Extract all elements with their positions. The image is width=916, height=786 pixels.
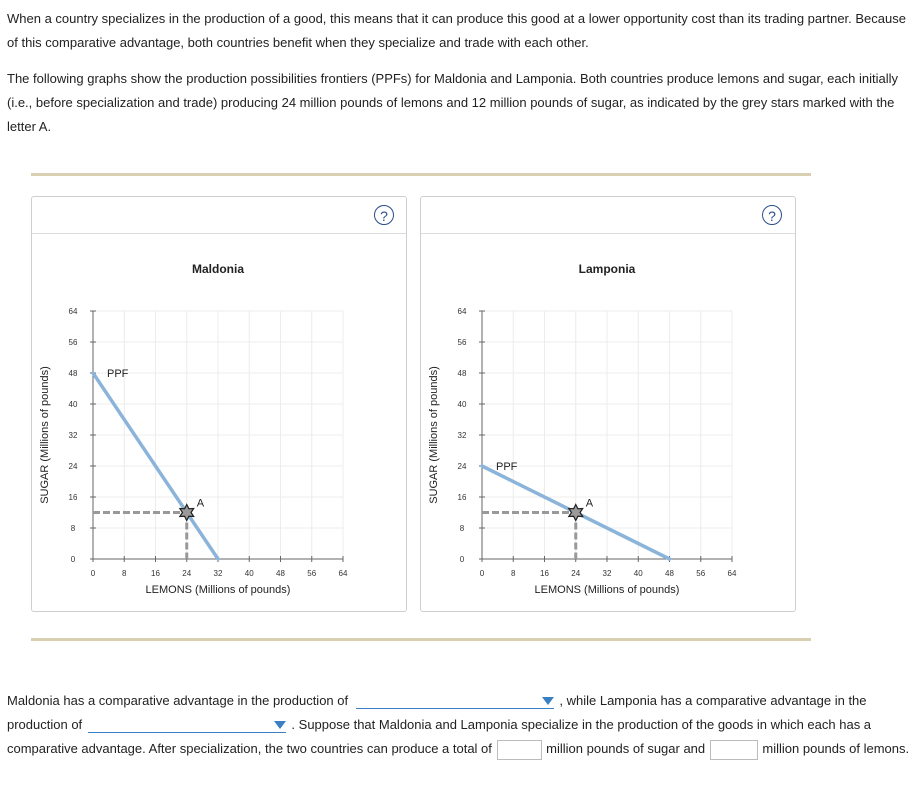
point-a-label: A <box>196 497 205 510</box>
x-tick-label: 32 <box>602 569 612 578</box>
y-tick-label: 0 <box>70 555 76 564</box>
y-tick-label: 40 <box>68 400 78 409</box>
divider-top <box>31 173 811 176</box>
y-axis-label: SUGAR (Millions of pounds) <box>428 366 440 504</box>
y-tick-label: 24 <box>457 462 467 471</box>
x-tick-label: 24 <box>182 569 192 578</box>
x-tick-label: 48 <box>665 569 674 578</box>
x-tick-label: 0 <box>90 569 96 578</box>
x-tick-label: 48 <box>276 569 285 578</box>
point-a-label: A <box>585 497 594 510</box>
x-axis-label: LEMONS (Millions of pounds) <box>145 584 291 596</box>
maldonia-chart <box>32 233 406 611</box>
question-text <box>7 689 912 761</box>
ppf-label: PPF <box>107 368 129 380</box>
lamponia-chart <box>421 233 795 611</box>
y-tick-label: 64 <box>68 307 78 316</box>
lemons-total-input[interactable] <box>710 740 758 760</box>
x-axis-label: LEMONS (Millions of pounds) <box>534 584 680 596</box>
x-tick-label: 64 <box>727 569 737 578</box>
y-tick-label: 48 <box>457 369 467 378</box>
x-tick-label: 16 <box>151 569 160 578</box>
intro-paragraph-1: When a country specializes in the production of a good, this means that it can produce this good at a lower opportunity cost than its trading partner. Because of this comparative advantage, both countries benefit when they specialize and trade with each other. <box>7 11 906 50</box>
intro-paragraph-2: The following graphs show the production possibilities frontiers (PPFs) for Maldonia and Lamponia. Both countries produce lemons and sugar, each initially (i.e., before specialization and trade) producing 24 million pounds of lemons and 12 million pounds of sugar, as indicated by the grey stars marked with the letter A. <box>7 71 898 134</box>
maldonia-graph-panel <box>31 196 407 612</box>
y-tick-label: 40 <box>457 400 467 409</box>
y-tick-label: 16 <box>457 493 467 502</box>
lamponia-graph-panel <box>420 196 796 612</box>
ppf-label: PPF <box>496 461 518 473</box>
help-icon[interactable]: ? <box>762 205 782 225</box>
y-tick-label: 56 <box>68 338 78 347</box>
y-tick-label: 64 <box>457 307 467 316</box>
y-axis-label: SUGAR (Millions of pounds) <box>39 366 51 504</box>
chevron-down-icon <box>274 721 286 729</box>
chart-title: Lamponia <box>578 262 636 276</box>
chevron-down-icon <box>542 697 554 705</box>
question-text-part-2: , while Lamponia has a comparative advantage in the production of <box>7 693 867 732</box>
y-tick-label: 48 <box>68 369 78 378</box>
y-tick-label: 8 <box>70 524 76 533</box>
question-text-part-5: million pounds of lemons. <box>762 741 910 756</box>
panel-header <box>32 197 406 234</box>
y-tick-label: 24 <box>68 462 78 471</box>
x-tick-label: 24 <box>571 569 581 578</box>
x-tick-label: 56 <box>696 569 706 578</box>
maldonia-advantage-dropdown[interactable] <box>356 692 554 709</box>
y-tick-label: 8 <box>459 524 465 533</box>
x-tick-label: 8 <box>122 569 127 578</box>
question-text-part-4: million pounds of sugar and <box>546 741 706 756</box>
question-text-part-3: . Suppose that Maldonia and Lamponia specialize in the production of the goods in which each has a comparative advantage. After specialization, the two countries can produce a total of <box>7 717 872 756</box>
x-tick-label: 32 <box>213 569 223 578</box>
x-tick-label: 8 <box>511 569 516 578</box>
y-tick-label: 32 <box>457 431 467 440</box>
chart-title: Maldonia <box>191 262 245 276</box>
x-tick-label: 40 <box>633 569 643 578</box>
panel-header <box>421 197 795 234</box>
star-icon <box>569 505 583 521</box>
x-tick-label: 16 <box>540 569 549 578</box>
x-tick-label: 64 <box>338 569 348 578</box>
x-tick-label: 56 <box>307 569 317 578</box>
x-tick-label: 0 <box>479 569 485 578</box>
y-tick-label: 16 <box>68 493 78 502</box>
x-tick-label: 40 <box>244 569 254 578</box>
y-tick-label: 32 <box>68 431 78 440</box>
lamponia-advantage-dropdown[interactable] <box>88 716 286 733</box>
y-tick-label: 0 <box>459 555 465 564</box>
help-icon[interactable]: ? <box>374 205 394 225</box>
divider-bottom <box>31 638 811 641</box>
question-text-part-1: Maldonia has a comparative advantage in the production of <box>7 693 349 708</box>
y-tick-label: 56 <box>457 338 467 347</box>
sugar-total-input[interactable] <box>497 740 542 760</box>
